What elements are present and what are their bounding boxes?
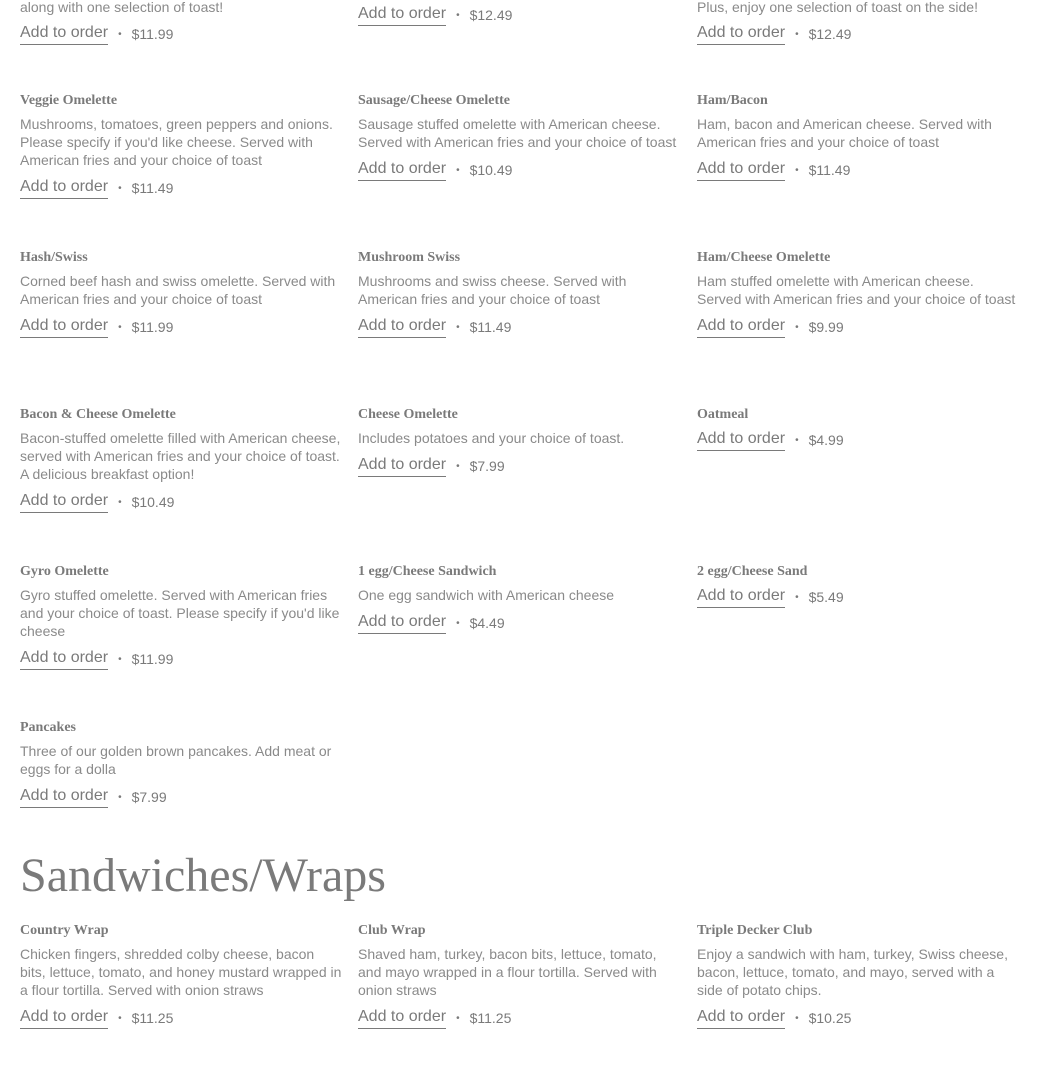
order-row bbox=[20, 491, 342, 513]
add-to-order-button[interactable]: Add to order bbox=[20, 649, 108, 670]
item-name: Bacon & Cheese Omelette bbox=[20, 407, 176, 422]
order-row bbox=[20, 786, 342, 808]
menu-item bbox=[20, 719, 342, 808]
separator-dot: • bbox=[795, 164, 799, 176]
item-description: Includes potatoes and your choice of toast. bbox=[358, 430, 625, 446]
item-price: $4.99 bbox=[808, 432, 844, 448]
separator-dot: • bbox=[795, 591, 799, 603]
item-price: $11.49 bbox=[131, 180, 174, 196]
order-row bbox=[697, 159, 1019, 181]
separator-dot: • bbox=[456, 1012, 460, 1024]
order-row bbox=[697, 23, 1019, 45]
item-name: Veggie Omelette bbox=[20, 93, 118, 108]
item-name: Country Wrap bbox=[20, 923, 109, 938]
order-row bbox=[697, 1007, 1019, 1029]
add-to-order-button[interactable]: Add to order bbox=[358, 5, 446, 26]
order-row bbox=[358, 4, 680, 26]
order-row bbox=[358, 1007, 680, 1029]
add-to-order-button[interactable]: Add to order bbox=[20, 492, 108, 513]
menu-item bbox=[697, 406, 1019, 451]
add-to-order-button[interactable]: Add to order bbox=[358, 456, 446, 477]
menu-item bbox=[358, 249, 680, 338]
menu-item bbox=[20, 922, 342, 1029]
order-row bbox=[358, 316, 680, 338]
item-price: $10.49 bbox=[131, 494, 175, 510]
item-price: $12.49 bbox=[808, 26, 852, 42]
item-price: $4.49 bbox=[469, 615, 505, 631]
order-row bbox=[358, 159, 680, 181]
add-to-order-button[interactable]: Add to order bbox=[358, 317, 446, 338]
add-to-order-button[interactable]: Add to order bbox=[697, 317, 785, 338]
separator-dot: • bbox=[795, 28, 799, 40]
add-to-order-button[interactable]: Add to order bbox=[20, 1008, 108, 1029]
menu-item bbox=[358, 92, 680, 181]
item-price: $11.99 bbox=[131, 26, 174, 42]
order-row bbox=[697, 429, 1019, 451]
separator-dot: • bbox=[456, 617, 460, 629]
add-to-order-button[interactable]: Add to order bbox=[20, 787, 108, 808]
add-to-order-button[interactable]: Add to order bbox=[697, 587, 785, 608]
item-price: $5.49 bbox=[808, 589, 844, 605]
item-description: Shaved ham, turkey, bacon bits, lettuce, tomato, and mayo wrapped in a flour tortilla. Served with onion straws bbox=[358, 946, 657, 998]
item-price: $11.25 bbox=[131, 1010, 174, 1026]
separator-dot: • bbox=[456, 164, 460, 176]
separator-dot: • bbox=[118, 791, 122, 803]
item-name: Triple Decker Club bbox=[697, 923, 813, 938]
menu-item bbox=[697, 0, 1019, 45]
item-price: $11.49 bbox=[469, 319, 512, 335]
item-price: $12.49 bbox=[469, 7, 513, 23]
item-description: Mushrooms and swiss cheese. Served with American fries and your choice of toast bbox=[358, 273, 627, 307]
item-price: $11.49 bbox=[808, 162, 851, 178]
add-to-order-button[interactable]: Add to order bbox=[358, 613, 446, 634]
separator-dot: • bbox=[118, 182, 122, 194]
separator-dot: • bbox=[118, 496, 122, 508]
item-price: $10.25 bbox=[808, 1010, 852, 1026]
item-description: One egg sandwich with American cheese bbox=[358, 587, 615, 603]
add-to-order-button[interactable]: Add to order bbox=[20, 24, 108, 45]
item-name: Oatmeal bbox=[697, 407, 749, 422]
menu-item bbox=[358, 4, 680, 26]
item-price: $10.49 bbox=[469, 162, 513, 178]
separator-dot: • bbox=[456, 460, 460, 472]
separator-dot: • bbox=[795, 1012, 799, 1024]
item-price: $9.99 bbox=[808, 319, 844, 335]
order-row bbox=[20, 23, 342, 45]
item-name: Ham/Cheese Omelette bbox=[697, 250, 831, 265]
order-row bbox=[20, 1007, 342, 1029]
item-price: $11.99 bbox=[131, 319, 174, 335]
menu-item bbox=[20, 249, 342, 338]
item-description: Mushrooms, tomatoes, green peppers and onions. Please specify if you'd like cheese. Served with American fries and your choice of toast bbox=[20, 116, 333, 168]
item-description: along with one selection of toast! bbox=[20, 0, 224, 15]
item-name: 2 egg/Cheese Sand bbox=[697, 564, 808, 579]
order-row bbox=[358, 455, 680, 477]
add-to-order-button[interactable]: Add to order bbox=[358, 160, 446, 181]
item-description: Bacon-stuffed omelette filled with American cheese, served with American fries and your choice of toast. A delicious breakfast option! bbox=[20, 430, 341, 482]
separator-dot: • bbox=[456, 321, 460, 333]
menu-item bbox=[358, 922, 680, 1029]
item-description: Sausage stuffed omelette with American cheese. Served with American fries and your choice of toast bbox=[358, 116, 677, 150]
separator-dot: • bbox=[118, 28, 122, 40]
add-to-order-button[interactable]: Add to order bbox=[20, 178, 108, 199]
add-to-order-button[interactable]: Add to order bbox=[20, 317, 108, 338]
item-name: Ham/Bacon bbox=[697, 93, 768, 108]
separator-dot: • bbox=[795, 321, 799, 333]
menu-item bbox=[358, 406, 680, 477]
item-description: Three of our golden brown pancakes. Add meat or eggs for a dolla bbox=[20, 743, 332, 777]
item-name: Pancakes bbox=[20, 720, 76, 735]
add-to-order-button[interactable]: Add to order bbox=[697, 1008, 785, 1029]
order-row bbox=[697, 316, 1019, 338]
menu-item bbox=[697, 563, 1019, 608]
add-to-order-button[interactable]: Add to order bbox=[697, 160, 785, 181]
item-description: Ham stuffed omelette with American cheese. Served with American fries and your choice of toast bbox=[697, 273, 1016, 307]
order-row bbox=[20, 316, 342, 338]
item-price: $11.25 bbox=[469, 1010, 512, 1026]
item-description: Corned beef hash and swiss omelette. Served with American fries and your choice of toast bbox=[20, 273, 336, 307]
item-name: Sausage/Cheese Omelette bbox=[358, 93, 511, 108]
order-row bbox=[697, 586, 1019, 608]
order-row bbox=[20, 177, 342, 199]
separator-dot: • bbox=[795, 434, 799, 446]
menu-item bbox=[20, 563, 342, 670]
item-description: Enjoy a sandwich with ham, turkey, Swiss cheese, bacon, lettuce, tomato, and mayo, served with a side of potato chips. bbox=[697, 946, 1008, 998]
separator-dot: • bbox=[118, 1012, 122, 1024]
separator-dot: • bbox=[118, 321, 122, 333]
add-to-order-button[interactable]: Add to order bbox=[697, 24, 785, 45]
menu-item bbox=[20, 92, 342, 199]
item-description: Gyro stuffed omelette. Served with American fries and your choice of toast. Please specify if you'd like cheese bbox=[20, 587, 340, 639]
menu-item bbox=[20, 0, 342, 45]
menu-item bbox=[20, 406, 342, 513]
add-to-order-button[interactable]: Add to order bbox=[697, 430, 785, 451]
item-name: Mushroom Swiss bbox=[358, 250, 461, 265]
order-row bbox=[358, 612, 680, 634]
separator-dot: • bbox=[456, 9, 460, 21]
item-description: Plus, enjoy one selection of toast on the side! bbox=[697, 0, 978, 15]
add-to-order-button[interactable]: Add to order bbox=[358, 1008, 446, 1029]
menu-item bbox=[697, 922, 1019, 1029]
item-description: Ham, bacon and American cheese. Served with American fries and your choice of toast bbox=[697, 116, 992, 150]
item-name: Club Wrap bbox=[358, 923, 426, 938]
item-name: Hash/Swiss bbox=[20, 250, 88, 265]
item-price: $7.99 bbox=[131, 789, 167, 805]
menu-item bbox=[358, 563, 680, 634]
item-price: $7.99 bbox=[469, 458, 505, 474]
item-name: Gyro Omelette bbox=[20, 564, 109, 579]
item-description: Chicken fingers, shredded colby cheese, bacon bits, lettuce, tomato, and honey mustard wrapped in a flour tortilla. Served with onion straws bbox=[20, 946, 342, 998]
menu-item bbox=[697, 92, 1019, 181]
order-row bbox=[20, 648, 342, 670]
item-name: 1 egg/Cheese Sandwich bbox=[358, 564, 497, 579]
item-price: $11.99 bbox=[131, 651, 174, 667]
menu-item bbox=[697, 249, 1019, 338]
separator-dot: • bbox=[118, 653, 122, 665]
section-title: Sandwiches/Wraps bbox=[20, 849, 386, 902]
item-name: Cheese Omelette bbox=[358, 407, 458, 422]
